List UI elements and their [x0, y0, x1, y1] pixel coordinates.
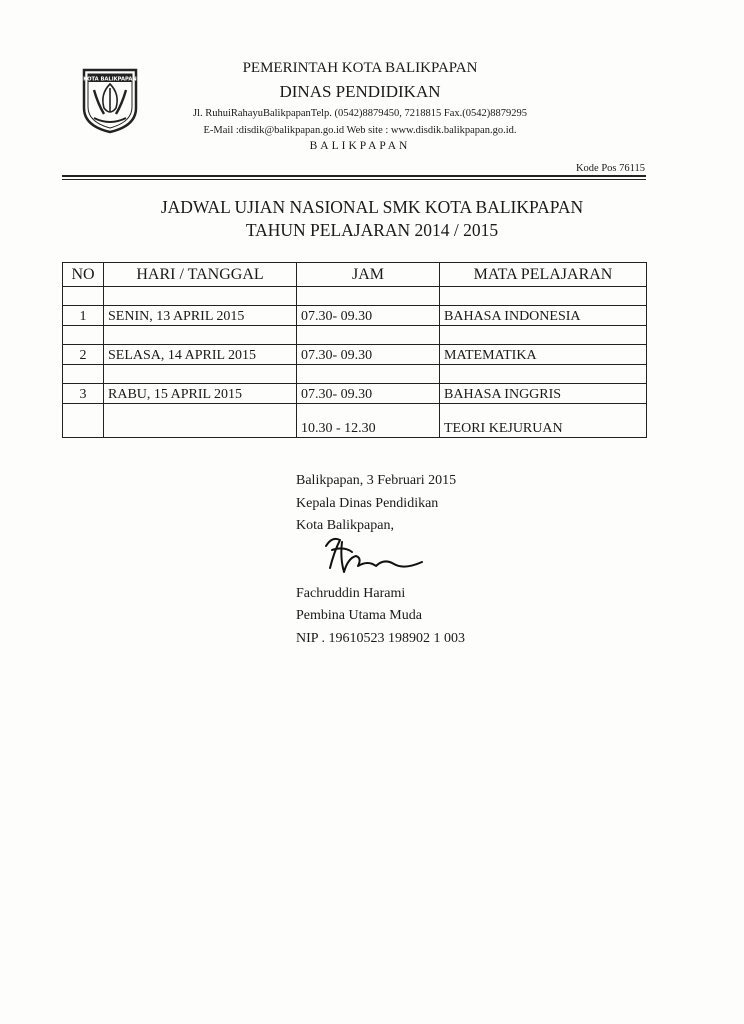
document-title: JADWAL UJIAN NASIONAL SMK KOTA BALIKPAPAN — [160, 197, 584, 217]
exam-schedule-table — [62, 262, 647, 438]
cell-no — [63, 404, 104, 438]
cell-subject: BAHASA INGGRIS — [440, 384, 647, 404]
office-contact: E-Mail :disdik@balikpapan.go.id Web site : www.disdik.balikpapan.go.id. — [203, 125, 517, 136]
cell-subject: TEORI KEJURUAN — [440, 404, 647, 438]
cell-day: SENIN, 13 APRIL 2015 — [104, 306, 297, 326]
table-row — [63, 404, 647, 438]
cell-day — [104, 404, 297, 438]
office-address: Jl. RuhuiRahayuBalikpapanTelp. (0542)8879450, 7218815 Fax.(0542)8879295 — [192, 108, 528, 119]
cell-time: 07.30- 09.30 — [297, 345, 440, 365]
table-row — [63, 306, 647, 326]
document-subtitle: TAHUN PELAJARAN 2014 / 2015 — [245, 220, 499, 240]
letterhead-rule-thick — [62, 175, 646, 177]
table-row — [63, 384, 647, 404]
postal-code: Kode Pos 76115 — [575, 163, 645, 174]
header-time: JAM — [297, 263, 440, 287]
header-subject: MATA PELAJARAN — [440, 263, 647, 287]
cell-day: RABU, 15 APRIL 2015 — [104, 384, 297, 404]
handwritten-signature — [318, 528, 428, 578]
table-row — [63, 345, 647, 365]
cell-subject: BAHASA INDONESIA — [440, 306, 647, 326]
header-day: HARI / TANGGAL — [104, 263, 297, 287]
table-spacer-row — [63, 287, 647, 306]
cell-time: 10.30 - 12.30 — [297, 404, 440, 438]
header-no: NO — [63, 263, 104, 287]
place-date: Balikpapan, 3 Februari 2015 — [296, 473, 457, 488]
table-spacer-row — [63, 365, 647, 384]
cell-no: 3 — [63, 384, 104, 404]
signer-city: Kota Balikpapan, — [296, 518, 394, 533]
cell-no: 2 — [63, 345, 104, 365]
signer-position: Kepala Dinas Pendidikan — [296, 495, 439, 511]
cell-time: 07.30- 09.30 — [297, 384, 440, 404]
city-emblem-icon — [80, 64, 140, 134]
office-name: DINAS PENDIDIKAN — [279, 82, 441, 101]
signer-rank: Pembina Utama Muda — [296, 608, 422, 623]
cell-time: 07.30- 09.30 — [297, 306, 440, 326]
signer-nip: NIP . 19610523 198902 1 003 — [296, 630, 466, 646]
table-header-row — [63, 263, 647, 287]
letterhead-rule-thin — [62, 179, 646, 180]
cell-subject: MATEMATIKA — [440, 345, 647, 365]
signer-name: Fachruddin Harami — [296, 585, 406, 601]
table-spacer-row — [63, 326, 647, 345]
office-city: BALIKPAPAN — [309, 140, 411, 152]
emblem-text: KOTA BALIKPAPAN — [83, 76, 137, 83]
cell-no: 1 — [63, 306, 104, 326]
government-name: PEMERINTAH KOTA BALIKPAPAN — [242, 60, 478, 76]
cell-day: SELASA, 14 APRIL 2015 — [104, 345, 297, 365]
